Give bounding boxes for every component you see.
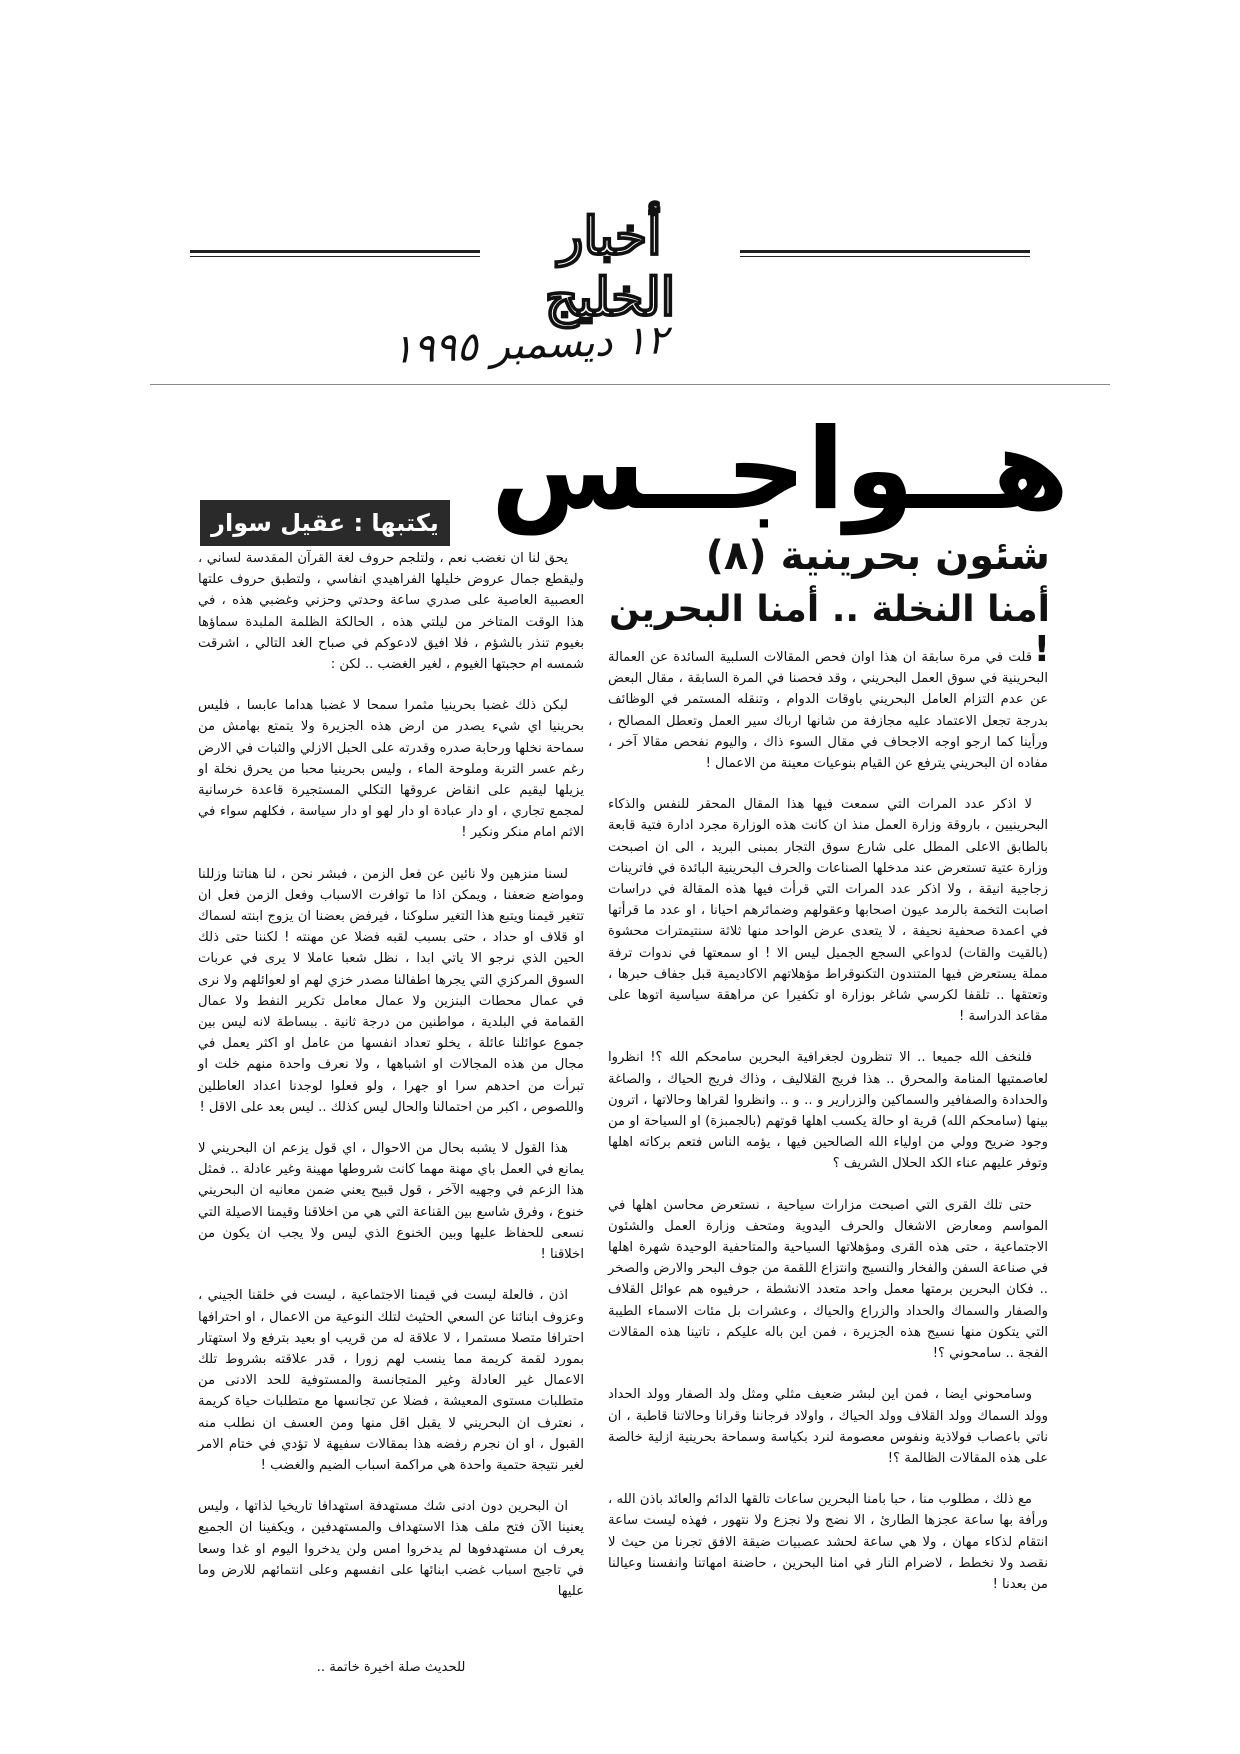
byline-banner: يكتبها : عقيل سوار: [200, 500, 450, 546]
article-subtitle: شئون بحرينية (٨): [705, 533, 1050, 579]
paragraph: يحق لنا ان نغضب نعم ، ولتلجم حروف لغة القرآن المقدسة لساني ، وليقطع جمال عروض خليلها الفراهيدي انفاسي ، ولتطبق حروف علتها العصبية العاصية على صدري ساعة وحدتي وحزني وغضبي هذه ، في هذا الوقت المتاخر من ليلتي هذه ، الحالكة الظلمة الملبدة سماؤها بغيوم تنذر بالشؤم ، فلا افيق لادعوكم في صباح الغد التالي ، اشرقت شمسه ام حجبتها الغيوم ، لغير الغضب .. لكن :: [198, 551, 584, 673]
paragraph: لا اذكر عدد المرات التي سمعت فيها هذا المقال المحقر للنفس والذكاء البحرينيين ، باروقة وزارة العمل منذ ان كانت هذه الوزارة مجرد ادارة فتية قابعة بالطابق الاعلى المطل على شارع سوق التجار بمبنى البريد ، الى ان اصبحت وزارة عتية تستعرض عند مدخلها الصناعات والحرف البحرينية البائدة في فاترينات زجاجية انيقة ، ولا اذكر عدد المرات التي قرأت فيها هذه المقالة في دراسات اصابت التخمة بالرمد عيون اصحابها وعقولهم وضمائرهم احيانا ، او عدد ما قرأتها في اعمدة صحفية نحيفة ، لا يتعدى عرض الواحد منها ثلاثة سنتيمترات محشوة (بالقيت والقات) لدواعي السجع الجميل ليس الا ! او سمعتها في ندوات ترفة مملة يستعرض فيها المتندون التكنوقراط مؤهلاتهم الاكاديمية قبل جفاف حبرها ، وتعتقها .. تلقفا لكرسي شاغر بوزارة او تكفيرا عن مراهقة سياسية اتوها على مقاعد الدراسة !: [608, 797, 1048, 1025]
masthead-rule-right: [740, 250, 1030, 253]
paragraph: ان البحرين دون ادنى شك مستهدفة استهدافا تاريخيا لذاتها ، وليس يعنينا الآن فتح ملف هذا الاستهداف والمستهدفين ، ويكفينا ان الجميع يعرف ان مستهدفوها لم يدخروا امس ولن يدخروا اليوم او غدا وسعا في تاجيج اسباب غضب ابنائها على انفسهم وعلى انتمائهم للارض وما عليها: [198, 1499, 584, 1599]
handwritten-date: ١٢ ديسمبر ١٩٩٥: [391, 317, 669, 373]
article-column-left: [198, 548, 584, 1622]
article-column-right: [608, 647, 1048, 1615]
divider: [150, 384, 1110, 385]
paragraph: قلت في مرة سابقة ان هذا اوان فحص المقالات السلبية السائدة عن العمالة البحرينية في سوق العمل البحريني ، وقد فحصنا في المرة السابقة ، مقال البعض عن عدم التزام العامل البحريني باوقات الدوام ، وتنقله المستمر في الوظائف بدرجة تجعل الاعتماد عليه مجازفة من شانها ارباك سير العمل وتعطل المصالح ، ورأينا كما ارجو اوجه الاجحاف في مقال السوء ذاك ، واليوم نفحص مقالا آخر ، مفاده ان البحريني يترفع عن القيام بنوعيات معينة من الاعمال !: [608, 650, 1048, 772]
column-title: هــواجــس: [490, 405, 1070, 535]
newspaper-logo: أخبار الخليج: [544, 206, 676, 328]
paragraph: حتى تلك القرى التي اصبحت مزارات سياحية ، نستعرض محاسن اهلها في المواسم ومعارض الاشغال والحرف اليدوية ومتحف وزارة العمل والشئون الاجتماعية ، حتى هذه القرى ومؤهلاتها السياحية والمتاحفية الوحيدة شهرة اهلها في صناعة السفن والفخار والنسيج وانتزاع اللقمة من جوف البحر والارض والصخر .. فكان البحرين برمتها معمل واحد متعدد الانشطة ، حرفيوه هم عوائل القلاف والصفار والسماك والحداد والزراع والحياك ، وعشرات بل مئات الاسماء الطيبة التي يتكون منها نسيج هذه الجزيرة ، فمن اين باله عليكم ، تاتينا هذه المقالات الفجة .. سامحوني ؟!: [608, 1197, 1048, 1362]
article-headline: أمنا النخلة .. أمنا البحرين !: [609, 589, 1050, 670]
paragraph: لسنا منزهين ولا نائين عن فعل الزمن ، فبشر نحن ، لنا هناتنا وزللنا ومواضع ضعفنا ، ويمكن اذا ما توافرت الاسباب وفعل الزمن فعل ان تتغير قيمنا ويتبع هذا التغير سلوكنا ، فيرفض بعضنا ان يزوج ابنته لسماك او قلاف او حداد ، حتى بسبب لقبه فضلا عن مهنته ! لكننا حتى ذلك الحين الذي نرجو الا ياتي ابدا ، نظل شعبا عاملا لا يرى في عربات السوق المركزي التي يجرها اطفالنا مصدر خزي لهم او لعوائلهم ولا نرى في عمال محطات البنزين ولا عمال معامل تكرير النفط ولا عمال القمامة في البلدية ، مواطنين من درجة ثانية . ببساطة لانه ليس بين جموع عوائلنا عائلة ، يخلو تعداد انفسها من عامل او اكثر يعمل في مجال من هذه المجالات او اشباهها ، ولا نعرف واحدة منهم خلت او تبرأت من احدهم سرا او جهرا ، ولو فعلوا لوجدنا اعداد العاطلين واللصوص ، اكبر من احتمالنا والحال ليس كذلك .. ليس بعد على الاقل !: [198, 866, 584, 1115]
article-signoff: للحديث صلة اخيرة خاتمة ..: [316, 1660, 466, 1675]
paragraph: فلنخف الله جميعا .. الا تنظرون لجغرافية البحرين سامحكم الله ؟! انظروا لعاصمتيها المنامة والمحرق .. هذا فريج القلاليف ، وذاك فريج الحياك ، والصاغة والحدادة والصفافير والسماكين والزرارير و .. و .. وانظروا لقراها وحالاتها ، اترون بينها (سامحكم الله) قرية او حالة يكسب اهلها قوتهم (بالجمبزة) او السياحة او من وجود ضريح وولي من اولياء الله الصالحين فيها ، يؤمه الناس فتعم بركاته اهلها وتوفر عليهم عناء الكد الحلال الشريف ؟: [608, 1050, 1048, 1172]
paragraph: اذن ، فالعلة ليست في قيمنا الاجتماعية ، ليست في خلقنا الجيني ، وعزوف ابنائنا عن السعي الحثيث لتلك النوعية من الاعمال ، او احترافها احترافا متصلا مستمرا ، لا علاقة له من قريب او بعيد بترفع ولا استهتار بمورد لقمة كريمة مما ينسب لهم زورا ، قدر علاقته بشروط تلك الاعمال غير العادلة وغير المتجانسة والمستوفية للحد الادنى من متطلبات مستوى المعيشة ، فضلا عن تجانسها مع متطلبات حياة كريمة ، نعترف ان البحريني لا يقبل اقل منها ومن العسف ان نطلب منه القبول ، او ان نجرم رفضه هذا بمقالات سفيهة لا تؤدي في ختام الامر لغير نتيجة حتمية واحدة هي مراكمة اسباب الضيم والغضب !: [198, 1288, 584, 1473]
paragraph: وسامحوني ايضا ، فمن اين لبشر ضعيف مثلي ومثل ولد الصفار وولد الحداد وولد السماك وولد القلاف وولد الحياك ، واولاد فرجاننا وقرانا وحالاتنا قاطبة ، ان ناتي باعصاب فولاذية ونفوس معصومة لنرد بكياسة وسماحة بحرينية ازلية خالصة على هذه المقالات الظالمة ؟!: [608, 1387, 1048, 1466]
paragraph: لبكن ذلك غضبا بحرينيا مثمرا سمحا لا غضبا هداما عابسا ، فليس بحرينيا اي شيء يصدر من ارض هذه الجزيرة ولا يتمتع بهامش من سماحة نخلها ورحابة صدره وقدرته على الحبل الازلي والثبات في الارض رغم عسر التربة وملوحة الماء ، وليس بحرينيا محبا من يحرق نخلة او يزيلها ليقيم على انقاض عروقها التكلي المستجيرة قاعدة خرسانية لمجمع تجاري ، او دار عبادة او دار لهو او دار سياسة ، فكلهم سواء في الاثم امام منكر ونكير !: [198, 698, 584, 841]
masthead-rule-left: [190, 250, 480, 253]
masthead: [190, 200, 1030, 328]
paragraph: مع ذلك ، مطلوب منا ، حبا بامنا البحرين ساعات تالقها الدائم والعائد باذن الله ، ورأفة بها ساعة عجزها الطارئ ، الا نضج ولا نجزع ولا نتهور ، فهذه ليست ساعة انتقام لذكاء مهان ، ولا هي ساعة لحشد عصبيات ضيقة الافق تجرنا من حيث لا نقصد ولا نخطط ، لاضرام النار في امنا البحرين ، حاضنة امهاتنا وانفسنا وعيالنا من بعدنا !: [608, 1492, 1048, 1592]
paragraph: هذا القول لا يشبه بحال من الاحوال ، اي قول يزعم ان البحريني لا يمانع في العمل باي مهنة مهما كانت شروطها مهينة وغير عادلة .. فمثل هذا الزعم في وجهيه الآخر ، قول قبيح يعني ضمن معانيه ان البحريني خنوع ، وفرق شاسع بين القناعة التي هي من اخلاقنا وقيمنا الاصيلة التي نسعى للحفاظ عليها وبين الخنوع الذي ليس ولا يجب ان يكون من اخلاقنا !: [198, 1141, 584, 1263]
